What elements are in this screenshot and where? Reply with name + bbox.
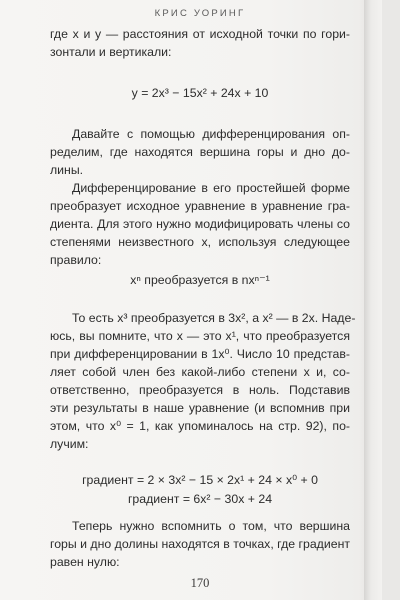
text-line: юсь, вы помните, что x — это x¹, что преобразуется: [50, 329, 350, 343]
formula-rule: xⁿ преобразуется в nxⁿ⁻¹: [130, 273, 270, 287]
text-line: этом, что x⁰ = 1, как упоминалось на стр. 92), по-: [50, 419, 350, 433]
text-line: лучим:: [50, 437, 89, 451]
text-line: равен нулю:: [50, 555, 120, 569]
formula-gradient-expanded: градиент = 2 × 3x² − 15 × 2x¹ + 24 × x⁰ + 0: [82, 473, 318, 487]
text-line: степенями неизвестного x, используя следующее: [50, 235, 350, 249]
text-line: Дифференцирование в его простейшей форме: [72, 181, 350, 195]
text-line: где x и y — расстояния от исходной точки по гори-: [50, 27, 350, 41]
text-line: горы и дно долины находятся в точках, где градиент: [50, 537, 350, 551]
text-line: То есть x³ преобразуется в 3x², а x² — в 2x. Наде-: [72, 311, 356, 325]
page-number: 170: [190, 576, 210, 590]
text-line: при дифференцировании в 1x⁰. Число 10 представ-: [50, 347, 350, 361]
text-line: преобразует исходное уравнение в уравнение гра-: [50, 199, 350, 213]
text-line: Давайте с помощью дифференцирования оп-: [72, 127, 350, 141]
text-line: ответственно, преобразуется в ноль. Подставив: [50, 383, 350, 397]
text-line: лины.: [50, 163, 84, 177]
text-line: эти результаты в наше уравнение (и вспомнив при: [50, 401, 350, 415]
text-line: диента. Для этого нужно модифицировать члены со: [50, 217, 350, 231]
page-edge-shadow: [364, 0, 382, 600]
text-line: ределим, где находятся вершина горы и дно до-: [50, 145, 350, 159]
formula-gradient-simplified: градиент = 6x² − 30x + 24: [127, 492, 273, 506]
text-line: правило:: [50, 253, 102, 267]
text-line: зонтали и вертикали:: [50, 45, 172, 59]
running-header: КРИС УОРИНГ: [154, 8, 246, 19]
formula-equation: y = 2x³ − 15x² + 24x + 10: [131, 86, 269, 100]
text-line: ляет собой член без какой-либо степени x и, со-: [50, 365, 350, 379]
text-line: Теперь нужно вспомнить о том, что вершина: [72, 519, 350, 533]
